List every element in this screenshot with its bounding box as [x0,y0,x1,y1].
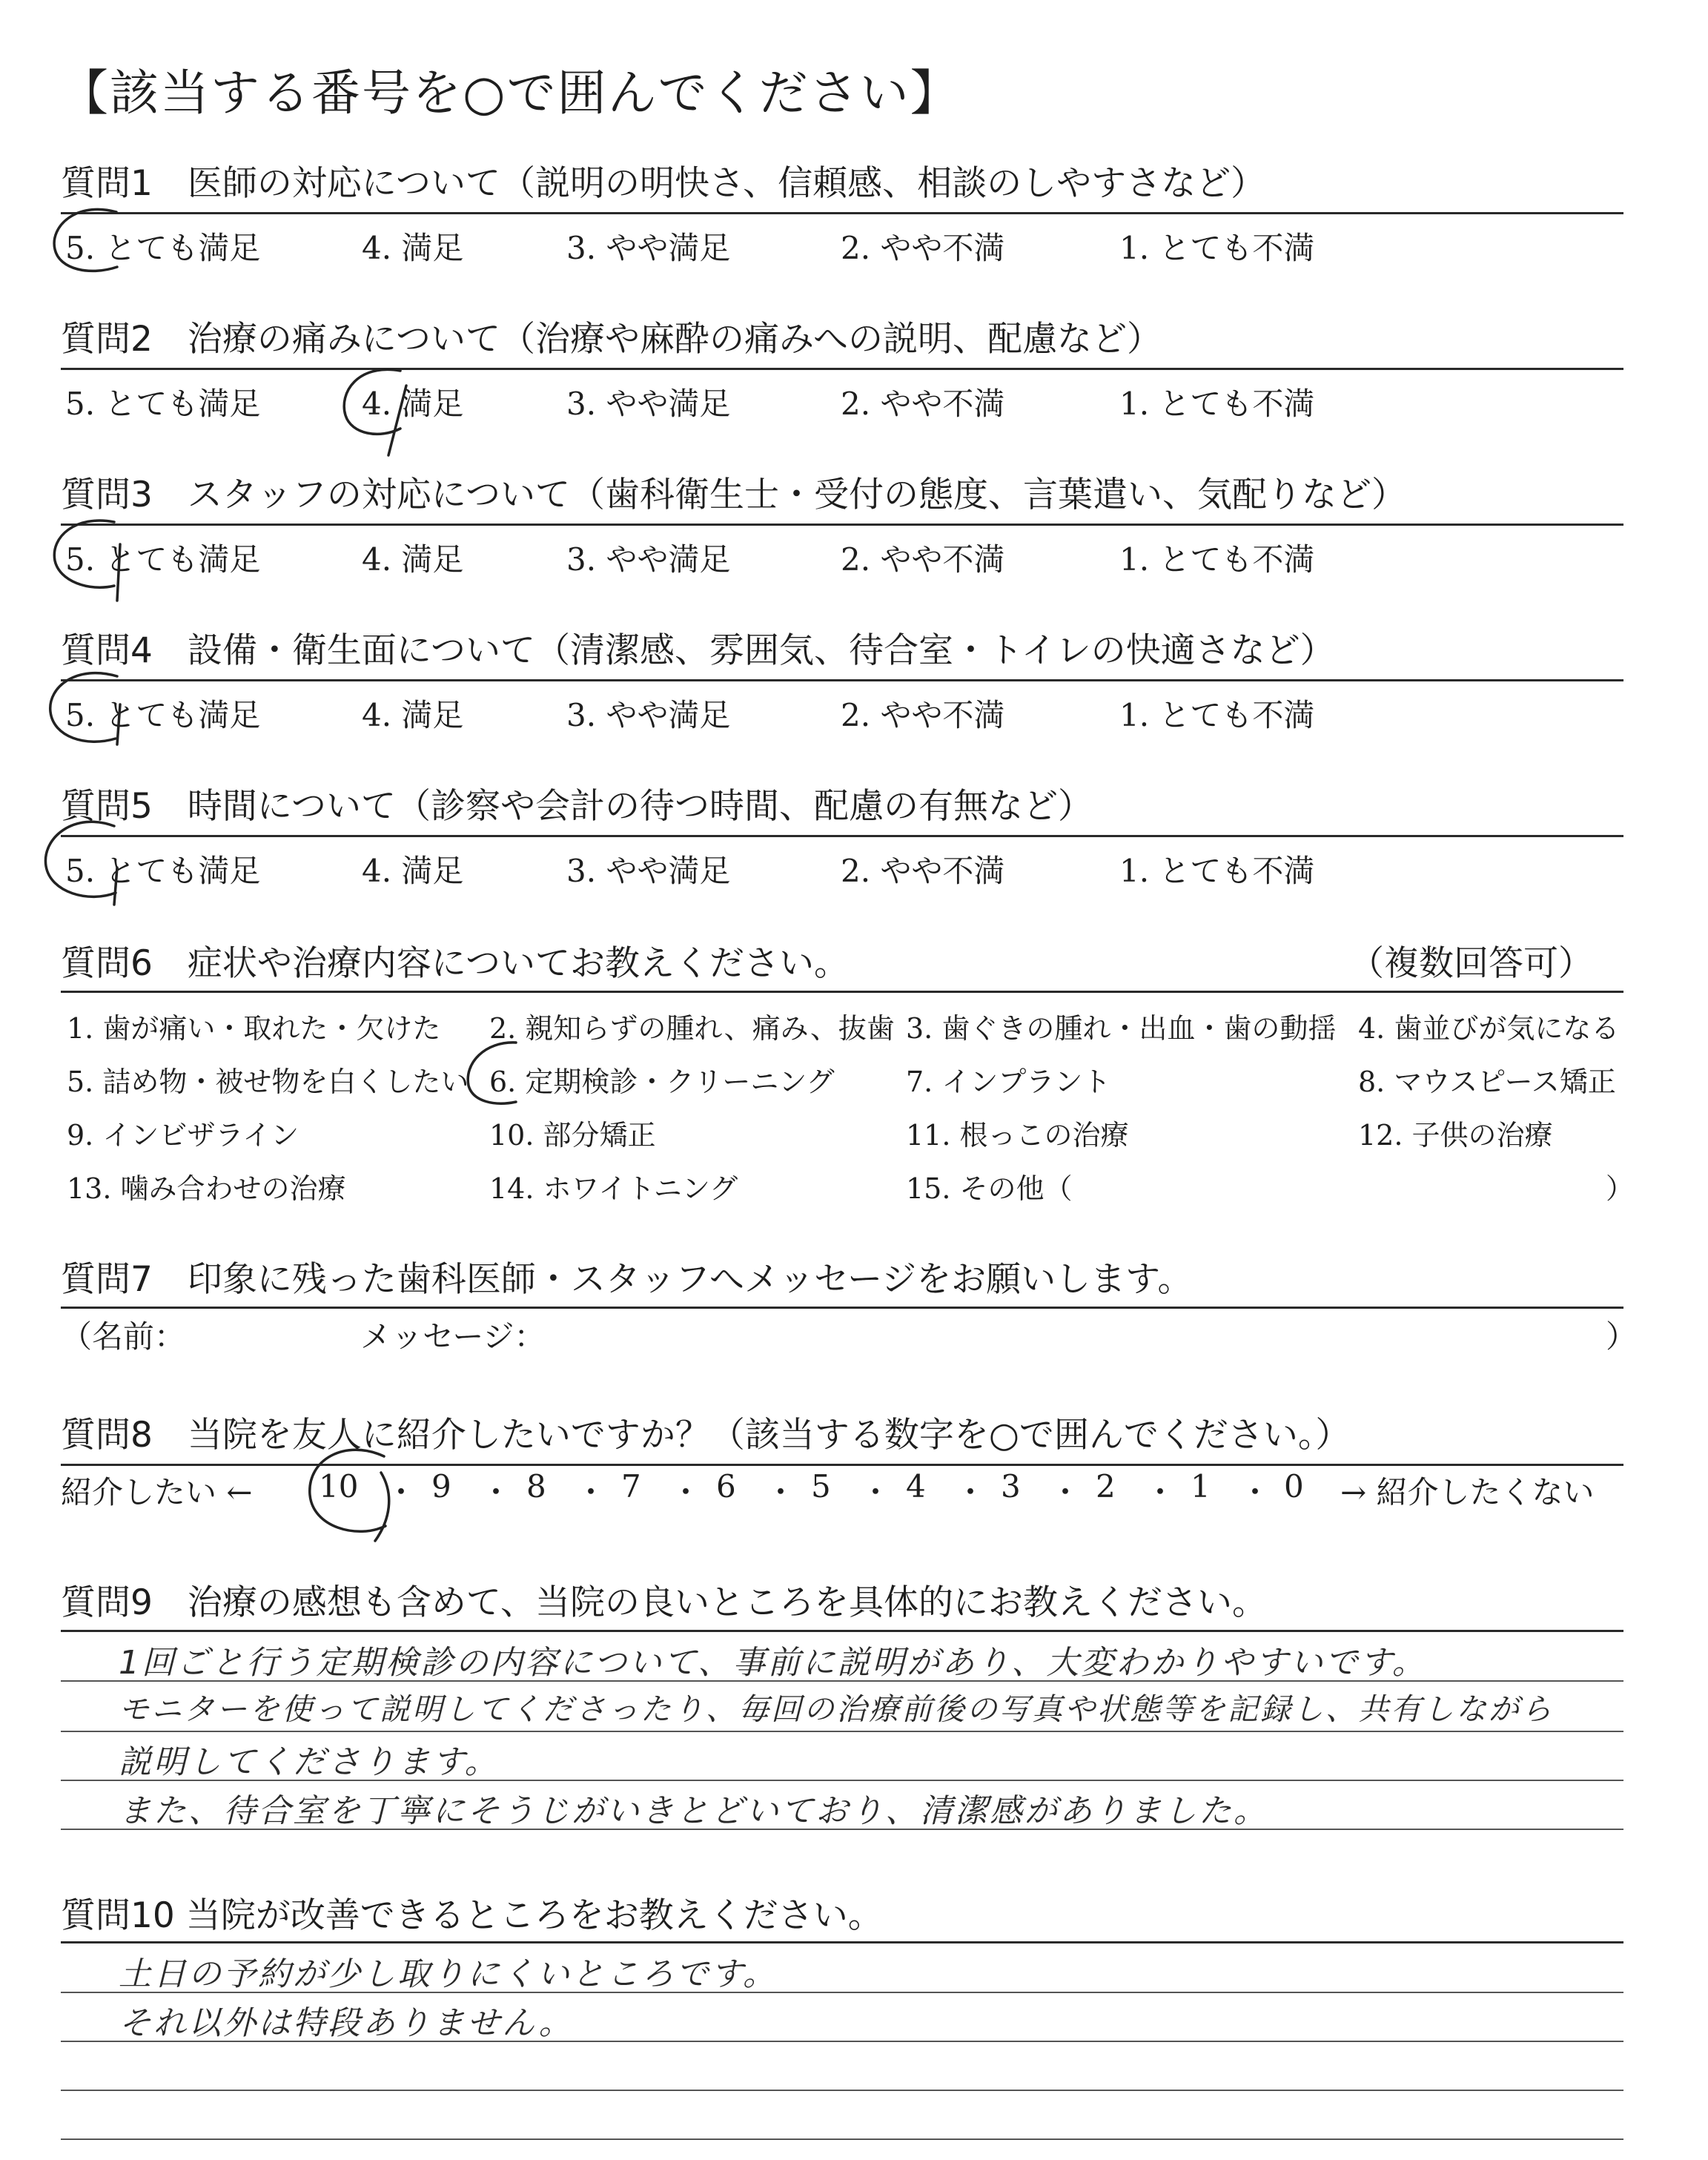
q9-rule [61,1630,1623,1632]
q8-scale-9[interactable]: 9 [431,1468,451,1505]
q8-scale-7[interactable]: 7 [621,1468,641,1505]
q8-hand-circle [301,1443,405,1547]
q10-rule [61,1941,1623,1943]
q2-option-5[interactable]: 5. とても満足 [65,386,261,422]
q4-option-1[interactable]: 1. とても不満 [1119,697,1315,733]
q2-rule [61,368,1623,370]
q5-hand-circle [37,816,126,909]
q7-close-paren: ） [1606,1318,1638,1355]
q6-option-9[interactable]: 9. インビザライン [67,1119,299,1152]
q5-option-5[interactable]: 5. とても満足 [65,853,261,889]
q1-option-1[interactable]: 1. とても不満 [1119,230,1315,266]
q8-scale-dot: ・ [860,1474,892,1510]
q8-scale-5[interactable]: 5 [811,1468,831,1505]
q8-scale-4[interactable]: 4 [906,1468,926,1505]
q2-hand-circle [335,363,417,460]
q6-option-1[interactable]: 1. 歯が痛い・取れた・欠けた [67,1012,441,1045]
q9-line-2 [61,1731,1623,1732]
q6-option-3[interactable]: 3. 歯ぐきの腫れ・出血・歯の動揺 [906,1012,1337,1045]
q3-hand-circle [46,515,128,604]
q7-title: 質問7 印象に残った歯科医師・スタッフへメッセージをお願いします。 [61,1259,1193,1300]
q2-option-3[interactable]: 3. やや満足 [566,386,731,422]
q8-scale-8[interactable]: 8 [526,1468,546,1505]
q6-option-4[interactable]: 4. 歯並びが気になる [1358,1012,1620,1045]
q9-answer-line: 説明してくださります。 [119,1743,500,1781]
q1-option-2[interactable]: 2. やや不満 [841,230,1005,266]
q8-scale-2[interactable]: 2 [1096,1468,1116,1505]
q6-option-11[interactable]: 11. 根っこの治療 [906,1119,1129,1152]
q9-answer-line: また、待合室を丁寧にそうじがいきとどいており、清潔感がありました。 [119,1792,1268,1830]
q10-line-4 [61,2138,1623,2140]
q7-message-label: メッセージ： [360,1318,546,1355]
q8-scale-dot: ・ [480,1474,512,1510]
q5-option-2[interactable]: 2. やや不満 [841,853,1005,889]
q8-scale-dot: ・ [1145,1474,1176,1510]
q5-option-4[interactable]: 4. 満足 [362,853,464,889]
q5-title: 質問5 時間について（診察や会計の待つ時間、配慮の有無など） [61,786,1093,827]
q6-option-5[interactable]: 5. 詰め物・被せ物を白くしたい [67,1066,469,1098]
q1-option-4[interactable]: 4. 満足 [362,230,464,266]
q8-left-label: 紹介したい ← [61,1474,253,1510]
q4-hand-circle [43,667,132,753]
q2-option-4[interactable]: 4. 満足 [362,386,464,422]
q8-scale-3[interactable]: 3 [1001,1468,1021,1505]
q5-rule [61,835,1623,837]
q8-scale-dot: ・ [385,1474,417,1510]
q10-answer-line: 土日の予約が少し取りにくいところです。 [119,1955,778,1993]
q4-option-2[interactable]: 2. やや不満 [841,697,1005,733]
q5-option-1[interactable]: 1. とても不満 [1119,853,1315,889]
q8-scale-dot: ・ [765,1474,797,1510]
q3-option-2[interactable]: 2. やや不満 [841,541,1005,578]
q6-option-12[interactable]: 12. 子供の治療 [1358,1119,1553,1152]
q6-option-10[interactable]: 10. 部分矯正 [489,1119,656,1152]
q8-scale-dot: ・ [1050,1474,1082,1510]
q7-name-label: （名前： [61,1318,186,1355]
q6-hand-circle [460,1038,526,1109]
q5-option-3[interactable]: 3. やや満足 [566,853,731,889]
q8-right-label: → 紹介したくない [1340,1474,1595,1510]
q3-title: 質問3 スタッフの対応について（歯科衛生士・受付の態度、言葉遣い、気配りなど） [61,475,1406,515]
q2-title: 質問2 治療の痛みについて（治療や麻酔の痛みへの説明、配慮など） [61,319,1162,360]
q10-line-3 [61,2090,1623,2091]
q6-rule [61,991,1623,993]
q6-note: （複数回答可） [1349,943,1593,984]
q7-rule [61,1307,1623,1309]
q6-option-7[interactable]: 7. インプラント [906,1066,1111,1098]
q10-answer-line: それ以外は特段ありません。 [119,2004,574,2042]
q8-scale-dot: ・ [1239,1474,1271,1510]
q6-option-8[interactable]: 8. マウスピース矯正 [1358,1066,1616,1098]
q8-rule [61,1464,1623,1466]
q6-title: 質問6 症状や治療内容についてお教えください。 [61,943,849,984]
q8-scale-6[interactable]: 6 [716,1468,736,1505]
q8-scale-dot: ・ [955,1474,987,1510]
q9-title: 質問9 治療の感想も含めて、当院の良いところを具体的にお教えください。 [61,1582,1267,1623]
q3-option-4[interactable]: 4. 満足 [362,541,464,578]
q6-other-close-paren: ） [1606,1172,1635,1205]
q6-option-14[interactable]: 14. ホワイトニング [489,1172,738,1205]
q3-rule [61,524,1623,526]
q3-option-3[interactable]: 3. やや満足 [566,541,731,578]
q8-scale-dot: ・ [575,1474,607,1510]
q2-option-1[interactable]: 1. とても不満 [1119,386,1315,422]
q1-hand-circle [46,205,128,279]
q8-scale-10[interactable]: 10 [319,1468,359,1505]
q4-option-3[interactable]: 3. やや満足 [566,697,731,733]
q4-rule [61,679,1623,681]
q9-answer-line: 1回ごと行う定期検診の内容について、事前に説明があり、大変わかりやすいです。 [119,1644,1427,1682]
q6-option-13[interactable]: 13. 噛み合わせの治療 [67,1172,346,1205]
q2-option-2[interactable]: 2. やや不満 [841,386,1005,422]
q3-option-1[interactable]: 1. とても不満 [1119,541,1315,578]
q4-option-5[interactable]: 5. とても満足 [65,697,261,733]
q4-option-4[interactable]: 4. 満足 [362,697,464,733]
q6-option-6[interactable]: 6. 定期検診・クリーニング [489,1066,835,1098]
q6-option-15[interactable]: 15. その他（ [906,1172,1073,1205]
q3-option-5[interactable]: 5. とても満足 [65,541,261,578]
q6-option-2[interactable]: 2. 親知らずの腫れ、痛み、抜歯 [489,1012,895,1045]
q8-title: 質問8 当院を友人に紹介したいですか？（該当する数字を○で囲んでください。） [61,1415,1351,1456]
q1-rule [61,212,1623,214]
q1-title: 質問1 医師の対応について（説明の明快さ、信頼感、相談のしやすさなど） [61,163,1266,204]
q4-title: 質問4 設備・衛生面について（清潔感、雰囲気、待合室・トイレの快適さなど） [61,630,1335,671]
q1-option-5[interactable]: 5. とても満足 [65,230,261,266]
q8-scale-0[interactable]: 0 [1284,1468,1304,1505]
q1-option-3[interactable]: 3. やや満足 [566,230,731,266]
q10-title: 質問10 当院が改善できるところをお教えください。 [61,1895,883,1936]
form-heading: 【該当する番号を○で囲んでください】 [59,65,961,122]
q8-scale-dot: ・ [670,1474,702,1510]
q8-scale-1[interactable]: 1 [1191,1468,1211,1505]
q9-answer-line: モニターを使って説明してくださったり、毎回の治療前後の写真や状態等を記録し、共有しながら [119,1691,1554,1727]
